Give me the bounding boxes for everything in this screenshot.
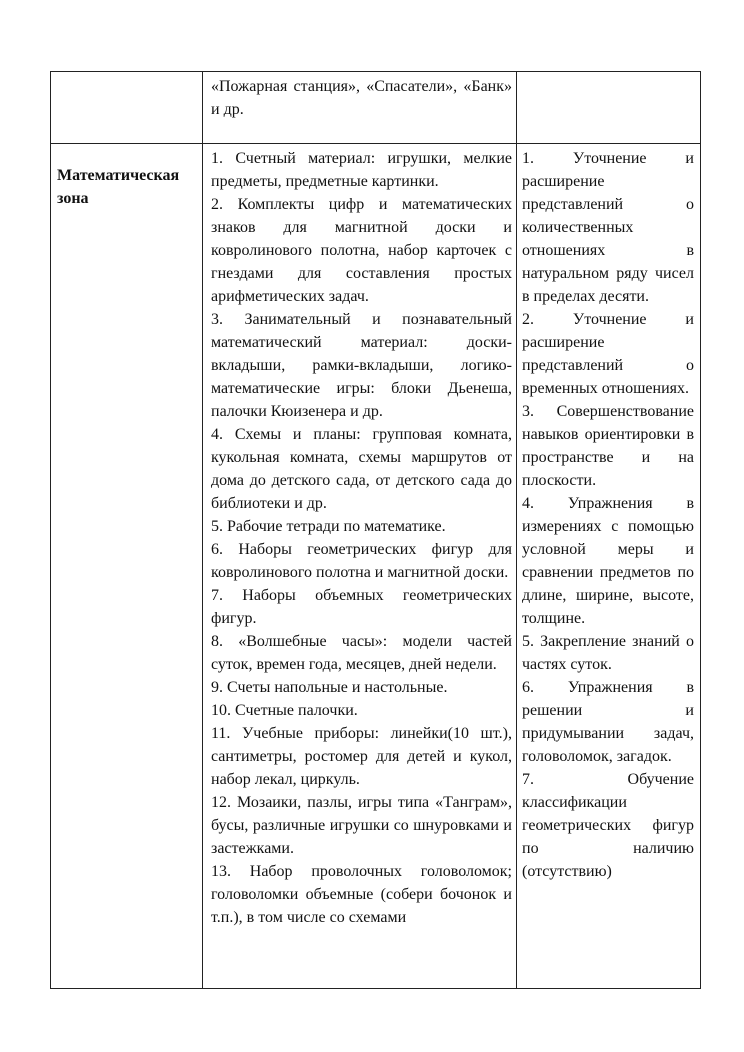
material-item: 12. Мозаики, пазлы, игры типа «Танграм», бусы, различные игрушки со шнуровками и застежками. [211, 794, 512, 857]
material-item: 9. Счеты напольные и настольные. [211, 679, 448, 696]
zone-name: Математическая зона [51, 144, 203, 989]
material-item: 7. Наборы объемных геометрических фигур. [211, 587, 512, 627]
material-item: 11. Учебные приборы: линейки(10 шт.), сантиметры, ростомер для детей и кукол, набор лекал, циркуль. [211, 725, 512, 788]
tasks-cell [517, 72, 701, 144]
task-item: 4. Упражнения в измерениях с помощью условной меры и сравнении предметов по длине, ширине, высоте, толщине. [522, 495, 694, 627]
task-item: 5. Закрепление знаний о частях суток. [522, 633, 694, 673]
equipment-table [50, 71, 701, 989]
task-item: 6. Упражнения в решении и придумывании задач, головоломок, загадок. [522, 679, 694, 765]
table-row [51, 72, 701, 144]
material-item: 5. Рабочие тетради по математике. [211, 518, 446, 535]
task-item: 2. Уточнение и расширение представлений о временных отношениях. [522, 311, 694, 397]
materials-list [203, 144, 517, 989]
tasks-list [517, 144, 701, 989]
material-item: 2. Комплекты цифр и математических знаков для магнитной доски и ковролинового полотна, набор карточек с гнездами для составления простых арифметических задач. [211, 196, 512, 305]
task-item: 1. Уточнение и расширение представлений о количественных отношениях в натуральном ряду чисел в пределах десяти. [522, 150, 694, 305]
zone-cell [51, 72, 203, 144]
material-item: 10. Счетные палочки. [211, 702, 358, 719]
material-item: 13. Набор проволочных головоломок; головоломки объемные (собери бочонок и т.п.), в том числе со схемами [211, 863, 512, 926]
material-item: 3. Занимательный и познавательный математический материал: доски-вкладыши, рамки-вкладыши, логико-математические игры: блоки Дьенеша, палочки Кюизенера и др. [211, 311, 512, 420]
material-item: 4. Схемы и планы: групповая комната, кукольная комната, схемы маршрутов от дома до детского сада, от детского сада до библиотеки и др. [211, 426, 512, 512]
material-item: 1. Счетный материал: игрушки, мелкие предметы, предметные картинки. [211, 150, 512, 190]
material-item: 8. «Волшебные часы»: модели частей суток, времен года, месяцев, дней недели. [211, 633, 512, 673]
task-item: 7. Обучение классификации геометрических фигур по наличию (отсутствию) [522, 771, 694, 880]
task-item: 3. Совершенствование навыков ориентировки в пространстве и на плоскости. [522, 403, 694, 489]
table-row [51, 144, 701, 989]
material-item: 6. Наборы геометрических фигур для ковролинового полотна и магнитной доски. [211, 541, 512, 581]
materials-cell: «Пожарная станция», «Спасатели», «Банк» и др. [203, 72, 517, 144]
